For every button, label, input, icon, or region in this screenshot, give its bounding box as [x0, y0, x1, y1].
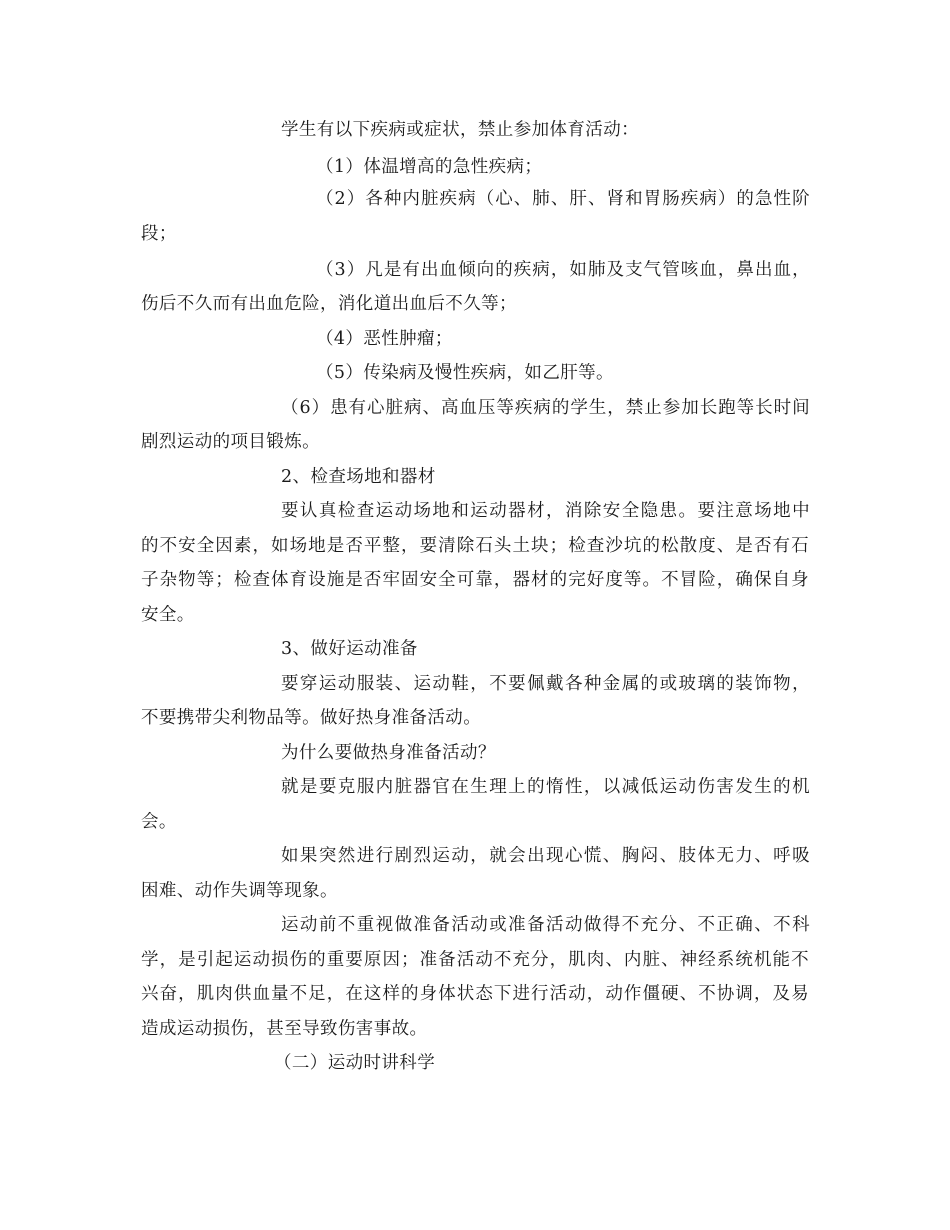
paragraph-5-line-1: 运动前不重视做准备活动或准备活动做得不充分、不正确、不科	[281, 915, 810, 935]
paragraph-3-line-2: 不要携带尖利物品等。做好热身准备活动。	[141, 708, 482, 728]
paragraph-4-line-1: 如果突然进行剧烈运动，就会出现心慌、胸闷、肢体无力、呼吸	[281, 846, 810, 866]
section-heading-3: 3、做好运动准备	[281, 639, 418, 659]
paragraph-2-line-2: 的不安全因素，如场地是否平整，要清除石头土块；检查沙坑的松散度、是否有石	[141, 536, 809, 556]
paragraph-3-line-1: 要穿运动服装、运动鞋，不要佩戴各种金属的或玻璃的装饰物，	[281, 674, 810, 694]
paragraph-5-line-4: 造成运动损伤，甚至导致伤害事故。	[141, 1019, 428, 1039]
section-heading-2: 2、检查场地和器材	[281, 467, 436, 487]
paragraph-2-line-1: 要认真检查运动场地和运动器材，消除安全隐患。要注意场地中	[281, 501, 810, 521]
intro-line: 学生有以下疾病或症状，禁止参加体育活动：	[281, 120, 639, 140]
section-heading-ii: （二）运动时讲科学	[274, 1053, 436, 1073]
answer-line-2: 会。	[141, 812, 177, 832]
question-line: 为什么要做热身准备活动？	[281, 743, 496, 763]
condition-4: （4）恶性肿瘤；	[316, 329, 453, 349]
condition-1: （1）体温增高的急性疾病；	[316, 157, 543, 177]
paragraph-2-line-3: 子杂物等；检查体育设施是否牢固安全可靠，器材的完好度等。不冒险，确保自身	[141, 570, 809, 590]
condition-3: （3）凡是有出血倾向的疾病，如肺及支气管咳血，鼻出血，	[316, 260, 810, 280]
paragraph-5-line-2: 学，是引起运动损伤的重要原因；准备活动不充分，肌肉、内脏、神经系统机能不	[141, 950, 809, 970]
condition-6-cont: 剧烈运动的项目锻炼。	[141, 432, 320, 452]
answer-line-1: 就是要克服内脏器官在生理上的惰性，以减低运动伤害发生的机	[281, 777, 810, 797]
paragraph-5-line-3: 兴奋，肌肉供血量不足，在这样的身体状态下进行活动，动作僵硬、不协调，及易	[141, 984, 809, 1004]
condition-3-cont: 伤后不久而有出血危险，消化道出血后不久等；	[141, 294, 517, 314]
condition-2: （2）各种内脏疾病（心、肺、肝、肾和胃肠疾病）的急性阶	[316, 189, 810, 209]
paragraph-4-line-2: 困难、动作失调等现象。	[141, 881, 338, 901]
condition-5: （5）传染病及慢性疾病，如乙肝等。	[316, 363, 614, 383]
condition-2-cont: 段；	[141, 224, 177, 244]
paragraph-2-line-4: 安全。	[141, 605, 195, 625]
condition-6: （6）患有心脏病、高血压等疾病的学生，禁止参加长跑等长时间	[281, 398, 810, 418]
